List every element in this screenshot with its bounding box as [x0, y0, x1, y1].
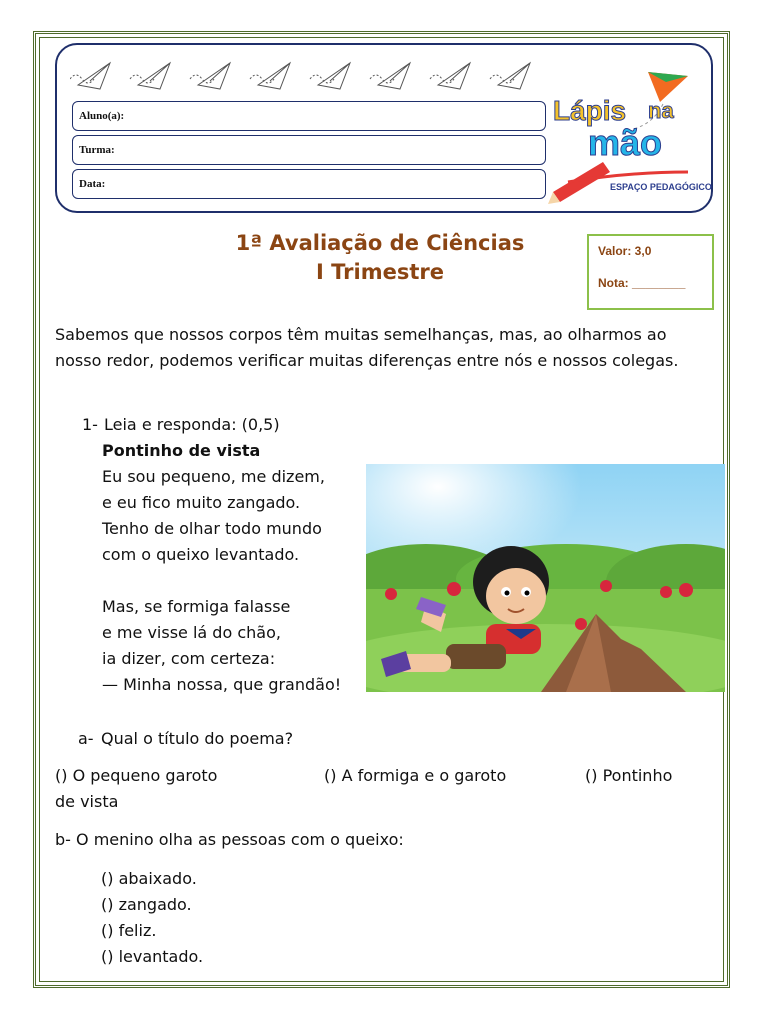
logo-word-na: na — [648, 98, 674, 123]
question-prompt: Leia e responda: (0,5) — [104, 415, 280, 434]
logo-word-lapis: Lápis — [553, 95, 627, 126]
intro-paragraph: Sabemos que nossos corpos têm muitas semelhanças, mas, ao olharmos ao nosso redor, podemos verificar muitas diferenças entre nós e nossos colegas. — [55, 325, 679, 370]
logo-subtitle: ESPAÇO PEDAGÓGICO — [610, 182, 712, 192]
poem-line: Tenho de olhar todo mundo — [102, 519, 322, 538]
poem-line: — Minha nossa, que grandão! — [102, 675, 342, 694]
paper-plane-icon — [490, 63, 530, 89]
poem-line: Eu sou pequeno, me dizem, — [102, 467, 325, 486]
score-value: Valor: 3,0 — [598, 244, 652, 258]
option-pontinho-vista[interactable]: () Pontinho — [585, 766, 673, 785]
paper-plane-icon — [310, 63, 350, 89]
question-a-label: a- — [78, 729, 94, 748]
option-levantado[interactable]: () levantado. — [101, 947, 204, 966]
option-pequeno-garoto[interactable]: () O pequeno garoto — [55, 766, 218, 785]
paper-plane-icon — [130, 63, 170, 89]
paper-plane-icon — [430, 63, 470, 89]
option-zangado[interactable]: () zangado. — [101, 895, 192, 914]
pencil-icon — [548, 162, 610, 204]
paper-plane-icon — [370, 63, 410, 89]
paper-plane-icon — [70, 63, 110, 89]
exam-subtitle: I Trimestre — [316, 260, 444, 284]
option-feliz[interactable]: () feliz. — [101, 921, 157, 940]
poem-line: e me visse lá do chão, — [102, 623, 281, 642]
question-a-text: Qual o título do poema? — [101, 729, 294, 748]
option-pontinho-vista-cont: de vista — [55, 792, 119, 811]
poem-line: ia dizer, com certeza: — [102, 649, 276, 668]
exam-title: 1ª Avaliação de Ciências — [235, 231, 525, 255]
paper-plane-icon — [190, 63, 230, 89]
poem-title: Pontinho de vista — [102, 441, 261, 460]
poem-line: com o queixo levantado. — [102, 545, 300, 564]
question-number: 1- — [82, 415, 98, 434]
score-grade: Nota: ________ — [598, 276, 686, 290]
date-field[interactable]: Data: — [72, 169, 546, 199]
class-field[interactable]: Turma: — [72, 135, 546, 165]
option-formiga-garoto[interactable]: () A formiga e o garoto — [324, 766, 507, 785]
boy-and-anthill-illustration — [366, 464, 725, 692]
paper-plane-icon — [250, 63, 290, 89]
logo-word-mao: mão — [588, 122, 663, 163]
question-b-text: b- O menino olha as pessoas com o queixo: — [55, 830, 404, 849]
score-box — [587, 234, 714, 310]
option-abaixado[interactable]: () abaixado. — [101, 869, 197, 888]
paper-plane-pattern — [70, 55, 570, 95]
poem-line: e eu fico muito zangado. — [102, 493, 301, 512]
poem-line: Mas, se formiga falasse — [102, 597, 291, 616]
student-name-field[interactable]: Aluno(a): — [72, 101, 546, 131]
